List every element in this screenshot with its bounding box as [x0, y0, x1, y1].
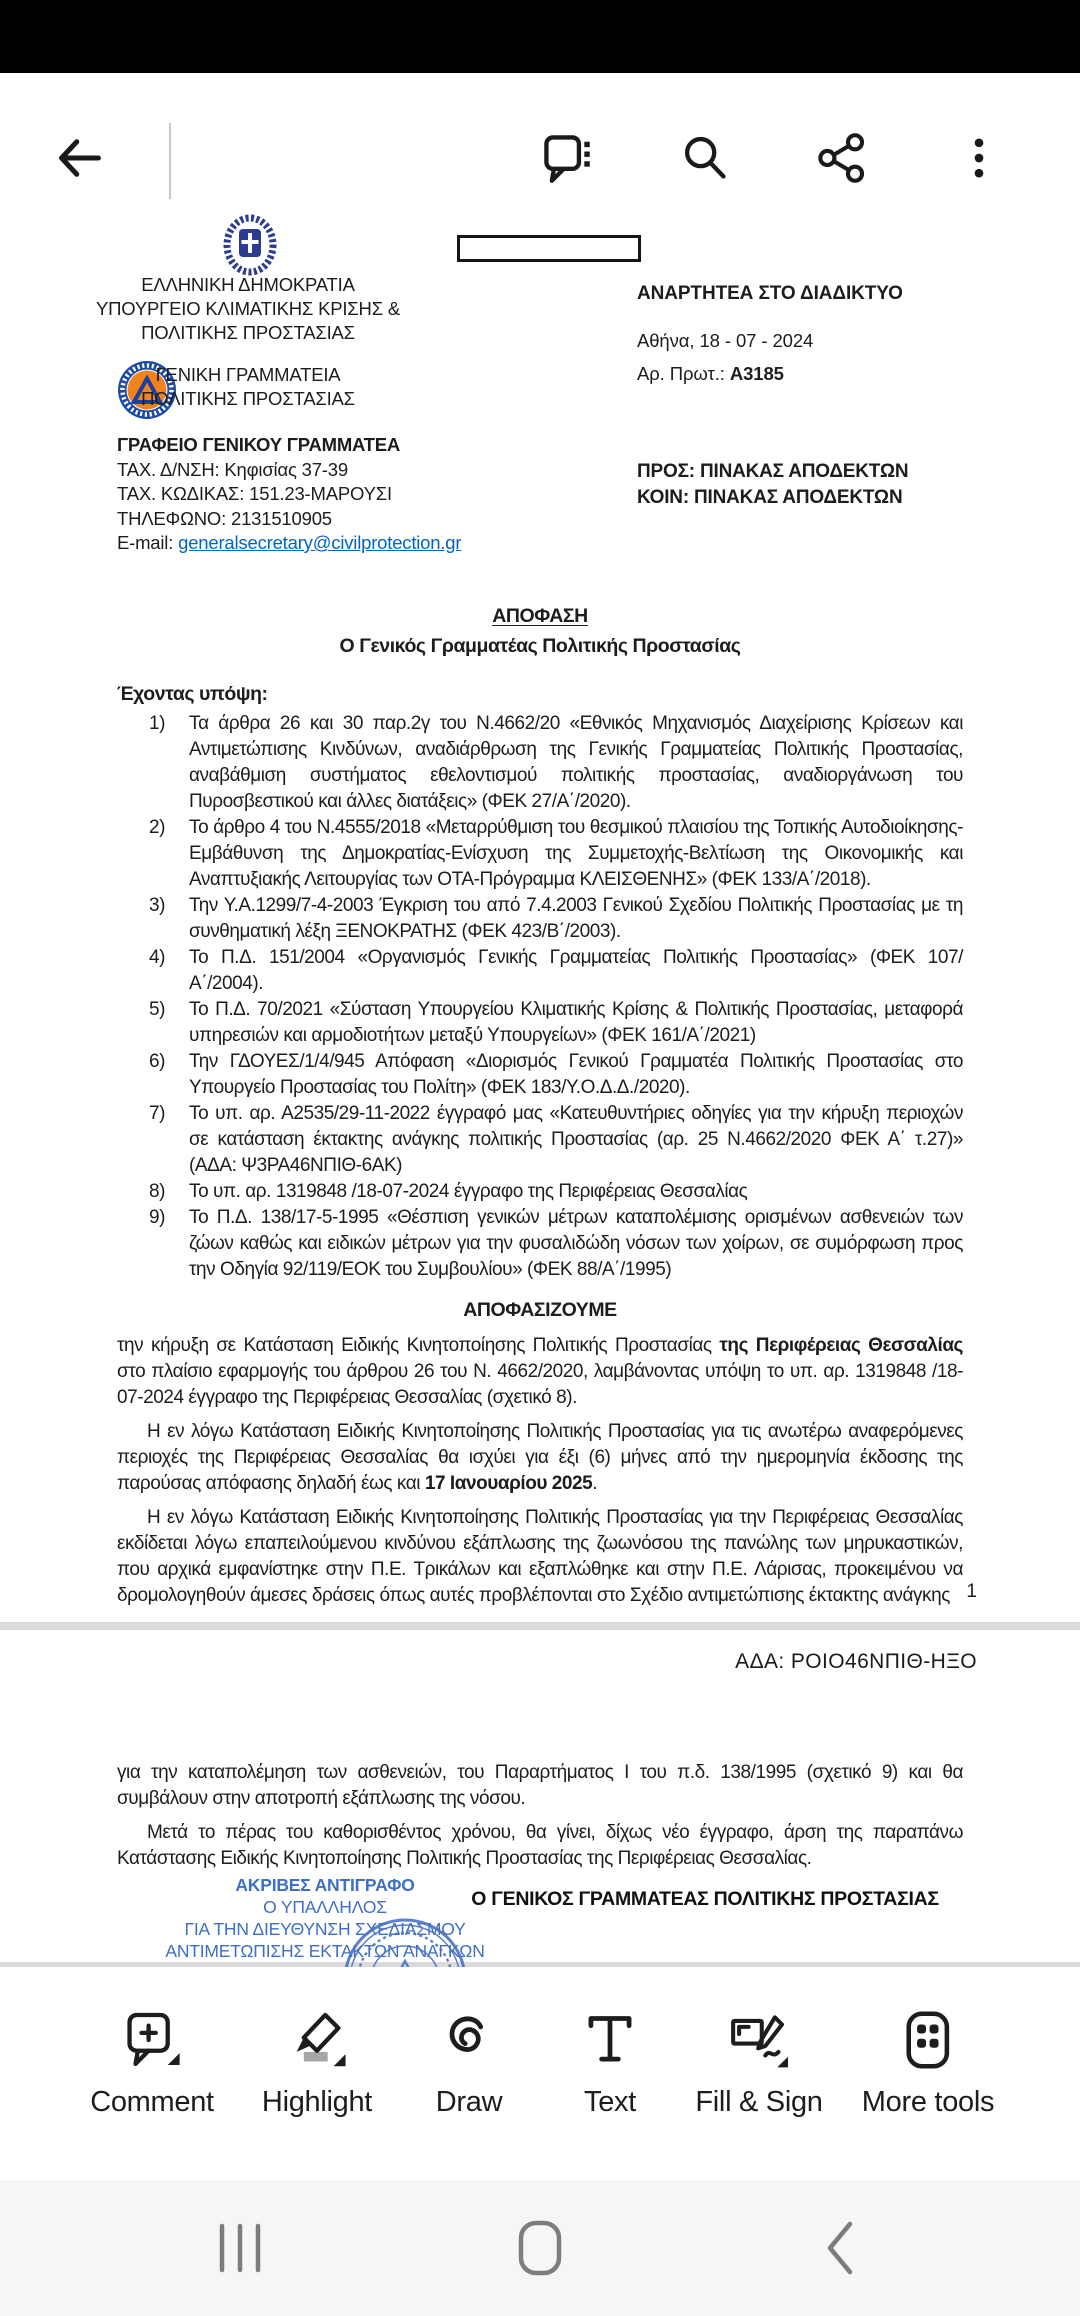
letterhead-line: ΠΟΛΙΤΙΚΗΣ ΠΡΟΣΤΑΣΙΑΣ — [141, 322, 355, 343]
office-contact-block — [117, 433, 461, 556]
recipient-cc: ΚΟΙΝ: ΠΙΝΑΚΑΣ ΑΠΟΔΕΚΤΩΝ — [637, 486, 903, 508]
decision-paragraph: για την καταπολέμηση των ασθενειών, του Παραρτήματος Ι του π.δ. 138/1995 (σχετικό 9) και θα συμβάλουν στην αποτροπή εξάπλωσης της νόσου. — [117, 1762, 963, 1809]
home-icon[interactable] — [512, 2220, 568, 2276]
recipients-block — [637, 459, 908, 510]
fill-sign-tool[interactable] — [695, 2009, 822, 2119]
tool-label: Comment — [90, 2086, 214, 2118]
signatory-title: Ο ΓΕΝΙΚΟΣ ΓΡΑΜΜΑΤΕΑΣ ΠΟΛΙΤΙΚΗΣ ΠΡΟΣΤΑΣΙΑΣ — [471, 1888, 939, 1910]
stamp-line: ΓΙΑ ΤΗΝ ΔΙΕΥΘΥΝΣΗ ΣΧΕΔΙΑΣΜΟΥ — [184, 1919, 466, 1939]
email-link[interactable]: generalsecretary@civilprotection.gr — [178, 532, 462, 553]
tool-label: Highlight — [261, 2086, 373, 2118]
stamp-line: ΑΚΡΙΒΕΣ ΑΝΤΙΓΡΑΦΟ — [235, 1875, 415, 1895]
letterhead — [68, 273, 428, 345]
page-number: 1 — [966, 1581, 977, 1602]
comment-bubble-icon[interactable] — [541, 132, 593, 184]
pdf-page-2 — [0, 1630, 1080, 1962]
ada-code: ΑΔΑ: ΡΟΙΟ46ΝΠΙΘ-ΗΞΟ — [735, 1650, 977, 1673]
legal-reference-item: Την ΓΔΟΥΕΣ/1/4/945 Απόφαση «Διορισμός Γενικού Γραμματέα Πολιτικής Προστασίας στο Υπουργείο Προστασίας του Πολίτη» (ΦΕΚ 183/Υ.Ο.Δ.Δ./2020). — [189, 1051, 963, 1098]
legal-reference-item: Το άρθρο 4 του Ν.4555/2018 «Μεταρρύθμιση του θεσμικού πλαισίου της Τοπικής Αυτοδιοίκησης-Εμβάθυνση της Δημοκρατίας-Ενίσχυση της Συμμετοχής-Βελτίωση της Οικονομικής και Αναπτυξιακής Λειτουργίας των ΟΤΑ-Πρόγραμμα ΚΛΕΙΣΘΕΝΗΣ» (ΦΕΚ 133/Α΄/2018). — [189, 817, 963, 890]
app-toolbar — [0, 73, 1080, 245]
decision-body-continued — [117, 1752, 963, 1872]
tool-label: Draw — [435, 2086, 503, 2118]
publish-notice: ΑΝΑΡΤΗΤΕΑ ΣΤΟ ΔΙΑΔΙΚΤΥΟ — [637, 283, 903, 304]
legal-reference-item: Το Π.Δ. 151/2004 «Οργανισμός Γενικής Γραμματείας Πολιτικής Προστασίας» (ΦΕΚ 107/Α΄/2004). — [189, 947, 963, 994]
comment-tool[interactable] — [90, 2009, 214, 2119]
office-email-line — [117, 531, 461, 556]
decision-paragraph: Η εν λόγω Κατάσταση Ειδικής Κινητοποίησης Πολιτικής Προστασίας για τις ανωτέρω αναφερόμενες περιοχές της Περιφέρειας Θεσσαλίας θα ισχύει για έξι (6) μήνες από την ημερομηνία έκδοσης της παρούσας απόφασης δηλαδή έως και 17 Ιανουαρίου 2025. — [117, 1421, 963, 1494]
having-regard-heading: Έχοντας υπόψη: — [117, 683, 268, 705]
legal-reference-item: Την Υ.Α.1299/7-4-2003 Έγκριση του από 7.4.2003 Γενικού Σχεδίου Πολιτικής Προστασίας με τη συνθηματική λέξη ΞΕΝΟΚΡΑΤΗΣ (ΦΕΚ 423/Β΄/2003). — [189, 895, 963, 942]
text-icon — [579, 2009, 641, 2071]
tool-label: Text — [584, 2086, 636, 2118]
secretariat-line: ΓΕΝΙΚΗ ΓΡΑΜΜΑΤΕΙΑ — [155, 364, 341, 385]
secretariat-block — [88, 363, 408, 411]
highlighter-icon — [286, 2009, 348, 2071]
city-date: Αθήνα, 18 - 07 - 2024 — [637, 330, 814, 351]
pdf-page-1 — [0, 243, 1080, 1622]
letterhead-line: ΥΠΟΥΡΓΕΙΟ ΚΛΙΜΑΤΙΚΗΣ ΚΡΙΣΗΣ & — [95, 298, 401, 319]
draw-tool[interactable] — [436, 2009, 502, 2119]
tool-label: Fill & Sign — [695, 2086, 823, 2118]
office-phone: ΤΗΛΕΦΩΝΟ: 2131510905 — [117, 507, 332, 529]
recents-icon[interactable] — [212, 2220, 268, 2276]
protocol-label: Αρ. Πρωτ.: — [637, 363, 730, 384]
draw-scribble-icon — [438, 2009, 500, 2071]
decision-title: ΑΠΟΦΑΣΗ — [492, 605, 588, 627]
legal-references-list — [117, 711, 963, 1283]
decision-paragraph: την κήρυξη σε Κατάσταση Ειδικής Κινητοποίησης Πολιτικής Προστασίας της Περιφέρειας Θεσσαλίας στο πλαίσιο εφαρμογής του άρθρου 26 του Ν. 4662/2020, λαμβάνοντας υπόψη το υπ. αρ. 1319848 /18-07-2024 έγγραφο της Περιφέρειας Θεσσαλίας (σχετικό 8). — [117, 1335, 963, 1408]
back-arrow-icon[interactable] — [54, 132, 106, 184]
search-icon[interactable] — [679, 132, 731, 184]
tool-label: More tools — [861, 2086, 995, 2118]
legal-reference-item: Το υπ. αρ. Α2535/29-11-2022 έγγραφό μας «Κατευθυντήριες οδηγίες για την κήρυξη περιοχών σε κατάσταση έκτακτης ανάγκης πολιτικής Προστασίας (αρ. 25 Ν.4662/2020 ΦΕΚ Α΄ τ.27)» (ΑΔΑ: Ψ3ΡΑ46ΝΠΙΘ-6ΑΚ) — [189, 1103, 963, 1176]
document-meta — [637, 283, 983, 385]
decision-paragraph: Μετά το πέρας του καθορισθέντος χρόνου, θα γίνει, δίχως νέο έγγραφο, άρση της παραπάνω Κατάστασης Ειδικής Κινητοποίησης Πολιτικής Προστασίας της Περιφέρειας Θεσσαλίας. — [117, 1822, 963, 1869]
legal-reference-item: Το Π.Δ. 138/17-5-1995 «Θέσπιση γενικών μέτρων καταπολέμισης ορισμένων ασθενειών των ζώων καθώς και ειδικών μέτρων για την φυσαλιδώδη νόσων των χοίρων, σε συμόρφωση προς την Οδηγία 92/119/ΕΟΚ του Συμβουλίου» (ΦΕΚ 88/Α΄/1995) — [189, 1207, 963, 1280]
decide-heading: ΑΠΟΦΑΣΙΖΟΥΜΕ — [463, 1299, 617, 1321]
share-icon[interactable] — [816, 132, 868, 184]
comment-plus-icon — [121, 2009, 183, 2071]
email-label: E-mail: — [117, 532, 179, 553]
legal-reference-item: Το υπ. αρ. 1319848 /18-07-2024 έγγραφο της Περιφέρειας Θεσσαλίας — [189, 1181, 748, 1202]
more-tools-button[interactable] — [862, 2009, 994, 2119]
office-postal: ΤΑΧ. ΚΩΔΙΚΑΣ: 151.23-ΜΑΡΟΥΣΙ — [117, 483, 392, 504]
protocol-line — [637, 363, 983, 385]
stamp-line: ΑΝΤΙΜΕΤΩΠΙΣΗΣ ΕΚΤΑΚΤΩΝ ΑΝΑΓΚΩΝ — [165, 1941, 485, 1961]
text-tool[interactable] — [579, 2009, 641, 2119]
protocol-number: Α3185 — [729, 363, 784, 384]
legal-reference-item: Το Π.Δ. 70/2021 «Σύσταση Υπουργείου Κλιματικής Κρίσης & Πολιτικής Προστασίας, μεταφορά υπηρεσιών και αρμοδιοτήτων μεταξύ Υπουργείων» (ΦΕΚ 161/Α΄/2021) — [189, 999, 963, 1046]
secretariat-line: ΠΟΛΙΤΙΚΗΣ ΠΡΟΣΤΑΣΙΑΣ — [141, 388, 355, 409]
recipient-to: ΠΡΟΣ: ΠΙΝΑΚΑΣ ΑΠΟΔΕΚΤΩΝ — [637, 461, 909, 482]
decision-subtitle: Ο Γενικός Γραμματέας Πολιτικής Προστασίας — [339, 635, 741, 657]
highlight-tool[interactable] — [262, 2009, 372, 2119]
stamp-line: Ο ΥΠΑΛΛΗΛΟΣ — [263, 1897, 387, 1917]
letterhead-line: ΕΛΛΗΝΙΚΗ ΔΗΜΟΚΡΑΤΙΑ — [141, 274, 355, 295]
office-title: ΓΡΑΦΕΙΟ ΓΕΝΙΚΟΥ ΓΡΑΜΜΑΤΕΑ — [117, 434, 401, 455]
office-address: ΤΑΧ. Δ/ΝΣΗ: Κηφισίας 37-39 — [117, 458, 348, 480]
toolbar-divider — [169, 123, 171, 199]
android-nav-bar — [0, 2180, 1080, 2316]
decision-paragraph: Η εν λόγω Κατάσταση Ειδικής Κινητοποίησης Πολιτικής Προστασίας για την Περιφέρειας Θεσσαλίας εκδίδεται λόγω επαπειλούμενου κινδύνου εξάπλωσης της ζωωνόσου της πανώλης των μηρυκαστικών, που αρχικά εμφανίστηκε στην Π.Ε. Τρικάλων και εξαπλώθηκε και στην Π.Ε. Λάρισας, προκειμένου να δρομολογηθούν άμεσες δράσεις όπως αυτές προβλέπονται στο Σχέδιο αντιμετώπισης έκτακτης ανάγκης — [117, 1507, 963, 1606]
barcode-box — [457, 235, 641, 262]
legal-reference-item: Τα άρθρα 26 και 30 παρ.2γ του Ν.4662/20 «Εθνικός Μηχανισμός Διαχείρισης Κρίσεων και Αντιμετώπισης Κινδύνων, αναδιάρθρωση της Γενικής Γραμματείας Πολιτικής Προστασίας, αναβάθμιση συστήματος εθελοντισμού πολιτικής προστασίας, αναδιοργάνωση του Πυροσβεστικού και άλλες διατάξεις» (ΦΕΚ 27/Α΄/2020). — [189, 713, 963, 812]
annotation-toolbar — [0, 1967, 1080, 2180]
more-tools-icon — [897, 2009, 959, 2071]
status-bar — [0, 0, 1080, 73]
fill-sign-icon — [728, 2009, 790, 2071]
overflow-menu-icon[interactable] — [953, 132, 1005, 184]
pdf-viewport[interactable] — [0, 243, 1080, 1967]
hellenic-republic-emblem — [223, 215, 277, 277]
back-nav-icon[interactable] — [814, 2220, 870, 2276]
decision-body — [117, 603, 963, 1609]
